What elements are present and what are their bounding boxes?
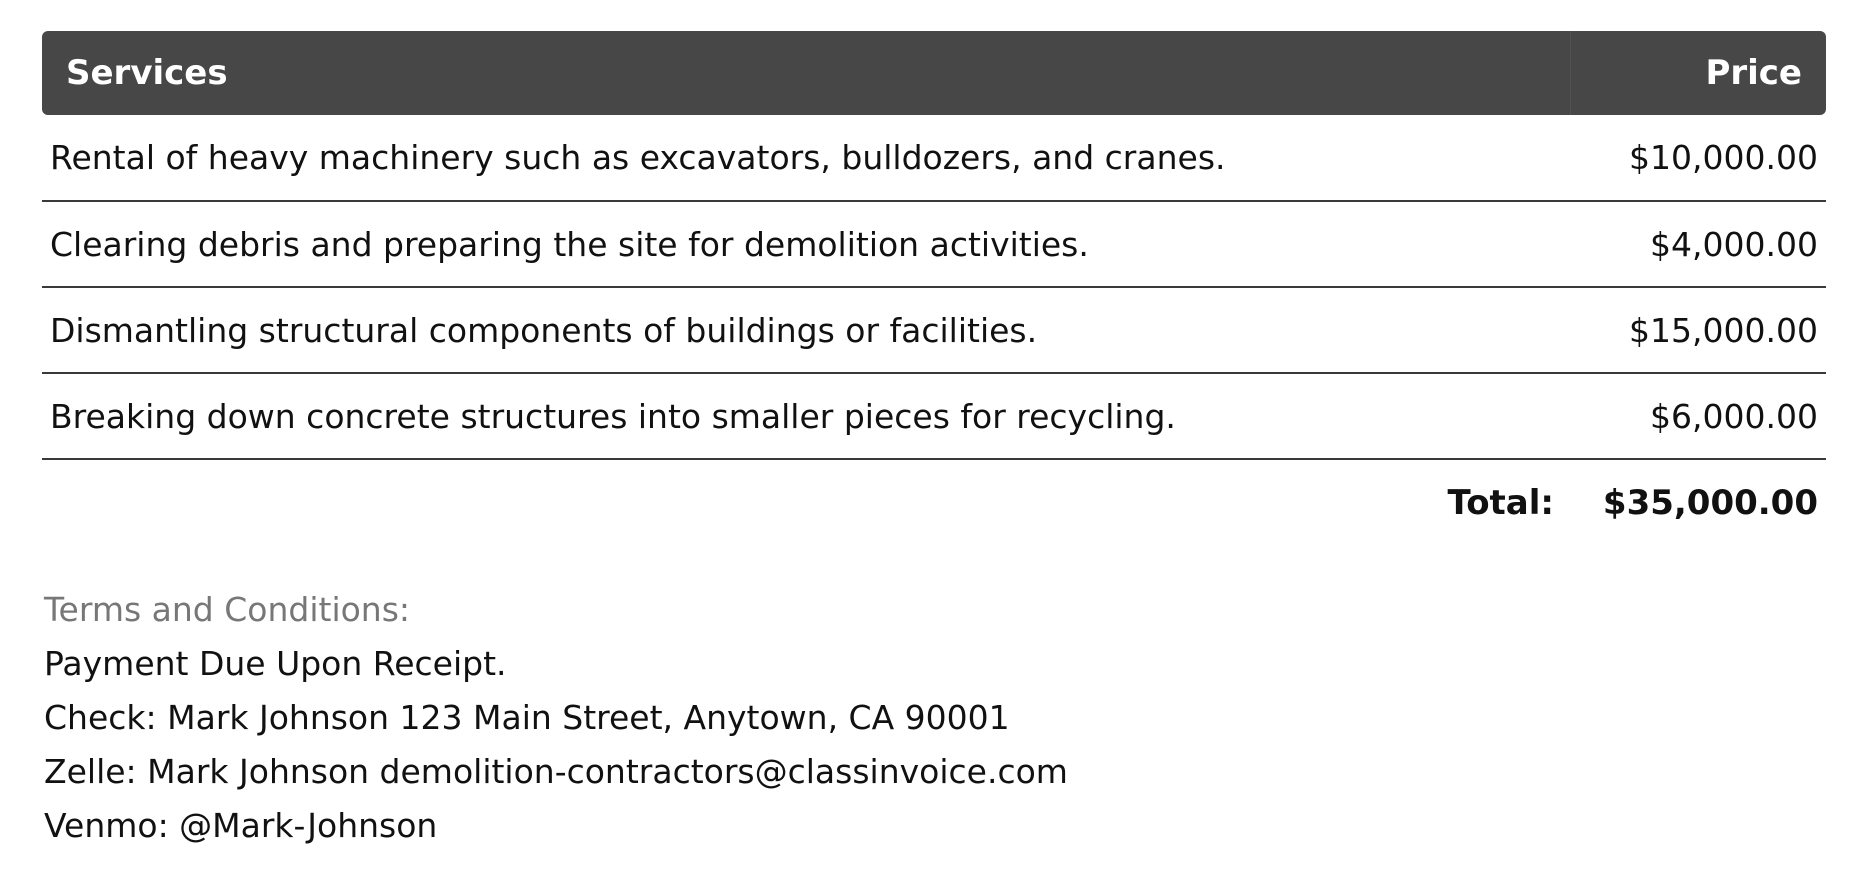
service-price: $15,000.00 bbox=[1570, 287, 1826, 373]
service-price: $6,000.00 bbox=[1570, 373, 1826, 459]
price-column-header: Price bbox=[1570, 31, 1826, 115]
terms-heading: Terms and Conditions: bbox=[44, 590, 411, 629]
header-row bbox=[42, 31, 1826, 115]
service-description: Breaking down concrete structures into smaller pieces for recycling. bbox=[42, 373, 1570, 459]
total-row bbox=[42, 459, 1826, 545]
table-row bbox=[42, 373, 1826, 459]
table-row bbox=[42, 115, 1826, 201]
service-price: $10,000.00 bbox=[1570, 115, 1826, 201]
service-description: Dismantling structural components of buildings or facilities. bbox=[42, 287, 1570, 373]
table-row bbox=[42, 201, 1826, 287]
service-price: $4,000.00 bbox=[1570, 201, 1826, 287]
table-body bbox=[42, 115, 1826, 459]
service-description: Rental of heavy machinery such as excavators, bulldozers, and cranes. bbox=[42, 115, 1570, 201]
terms-section bbox=[44, 583, 1068, 853]
services-table bbox=[42, 31, 1826, 545]
payment-due-line: Payment Due Upon Receipt. bbox=[44, 644, 507, 683]
zelle-payment-line: Zelle: Mark Johnson demolition-contractors@classinvoice.com bbox=[44, 752, 1068, 791]
table-row bbox=[42, 287, 1826, 373]
total-label: Total: bbox=[1447, 482, 1554, 523]
service-description: Clearing debris and preparing the site for demolition activities. bbox=[42, 201, 1570, 287]
services-column-header: Services bbox=[42, 31, 1570, 115]
total-amount: $35,000.00 bbox=[1602, 482, 1818, 523]
check-payment-line: Check: Mark Johnson 123 Main Street, Anytown, CA 90001 bbox=[44, 698, 1010, 737]
table-footer bbox=[42, 459, 1826, 545]
venmo-payment-line: Venmo: @Mark-Johnson bbox=[44, 806, 438, 845]
table-header bbox=[42, 31, 1826, 115]
